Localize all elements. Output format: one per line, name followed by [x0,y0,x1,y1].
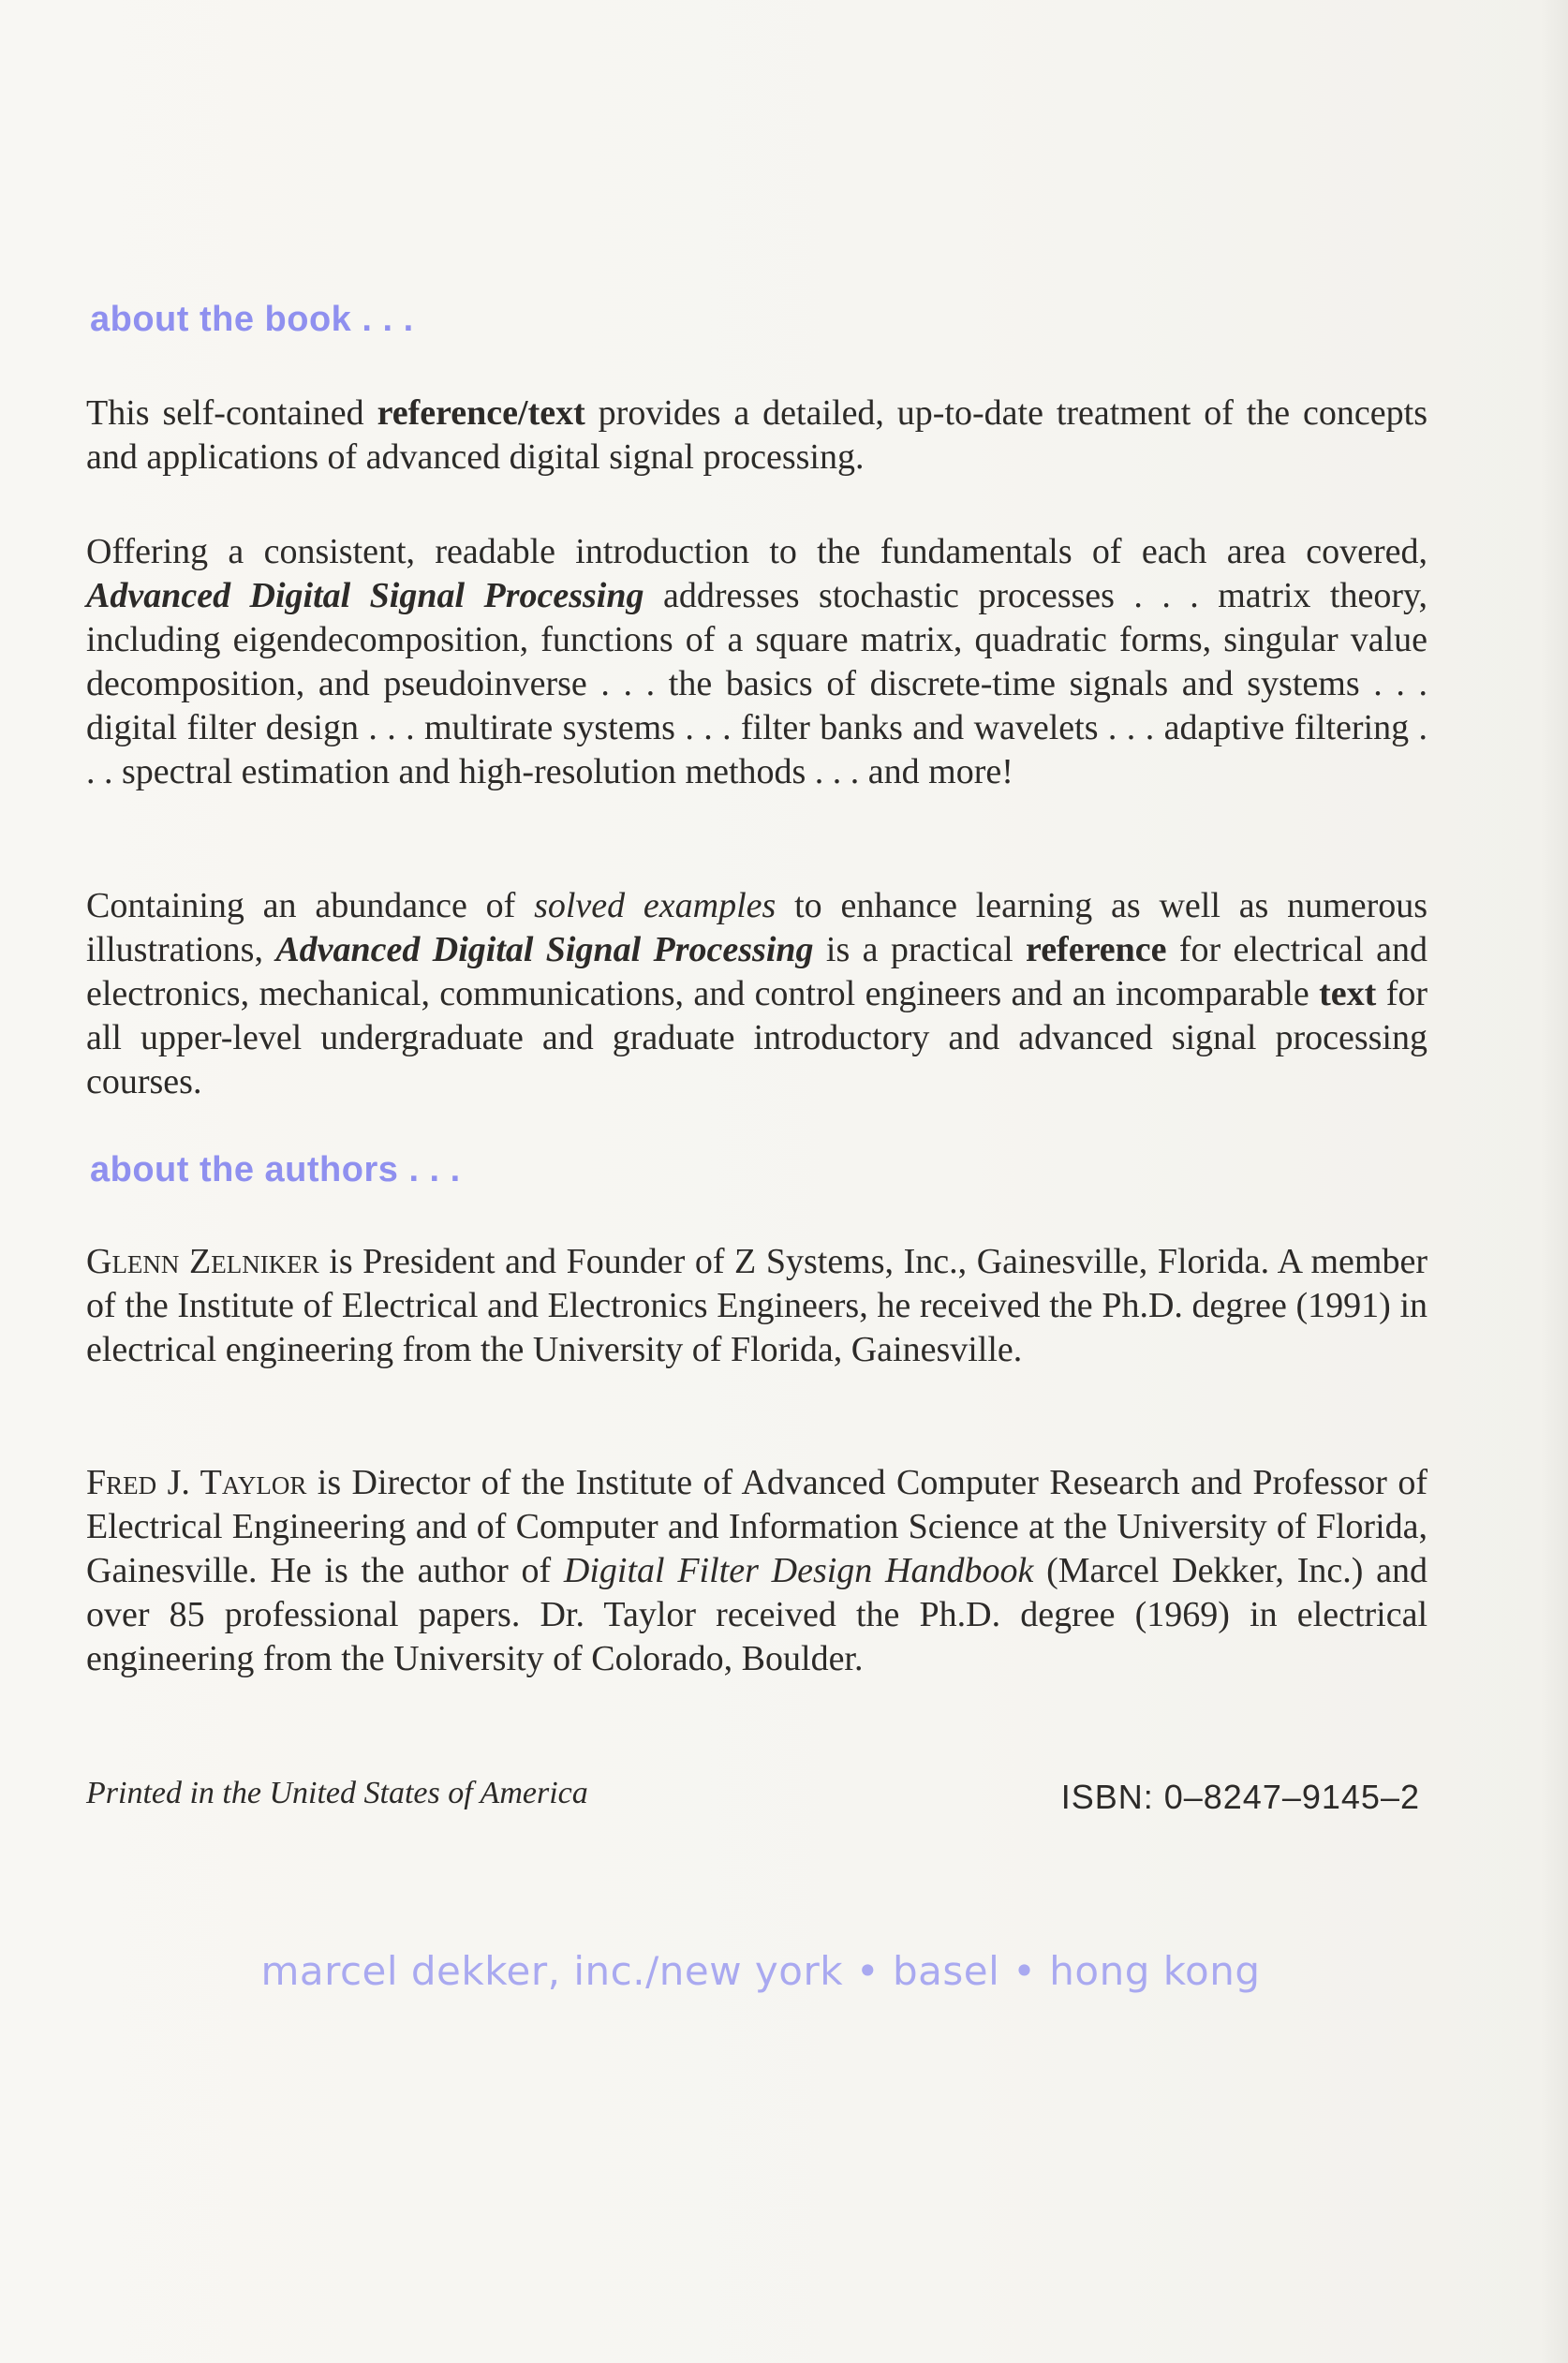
text-run: provides a detailed, up-to-date treatment of the concepts and applications of advanced digital signal processing. [86,393,1427,477]
author-bio-2 [86,1461,1427,1681]
italic-book-title: Digital Filter Design Handbook [563,1551,1034,1590]
text-run: Containing an abundance of [86,886,535,925]
bold-term: reference/text [377,393,585,433]
text-run: to enhance learning as well as numerous illustrations, [86,886,1428,969]
book-paragraph-1 [86,391,1427,480]
book-title: Advanced Digital Signal Processing [275,930,814,969]
book-paragraph-2 [86,530,1427,794]
book-paragraph-3 [86,884,1427,1104]
publisher-line: marcel dekker, inc./new york • basel • hong kong [260,1948,1261,1994]
text-run: is Director of the Institute of Advanced Computer Research and Professor of Electrical Engineering and of Computer and Information Science at the University of Florida, Gainesville. He is the author of [86,1463,1427,1590]
about-authors-heading: about the authors . . . [90,1150,461,1189]
text-run: is a practical [813,930,1027,969]
text-run: for all upper-level undergraduate and graduate introductory and advanced signal processing courses. [86,974,1427,1101]
book-title: Advanced Digital Signal Processing [86,576,644,615]
isbn: ISBN: 0–8247–9145–2 [1060,1778,1420,1816]
printed-in-note: Printed in the United States of America [86,1776,588,1810]
text-run: for electrical and electronics, mechanical, communications, and control engineers and an incomparable [86,930,1427,1013]
italic-term: solved examples [534,886,777,925]
bold-term: text [1319,974,1377,1013]
author-bio-1 [86,1240,1427,1372]
text-run: addresses stochastic processes . . . matrix theory, including eigendecomposition, functions of a square matrix, quadratic forms, singular value decomposition, and pseudoinverse . . . the basics of discrete-time signals and systems . . . digital filter design . . . multirate systems . . . filter banks and wavelets . . . adaptive filtering . . . spectral estimation and high-resolution methods . . . and more! [86,576,1427,791]
bold-term: reference [1026,930,1167,969]
text-run: is President and Founder of Z Systems, Inc., Gainesville, Florida. A member of the Institute of Electrical and Electronics Engineers, he received the Ph.D. degree (1991) in electrical engineering from the University of Florida, Gainesville. [86,1242,1427,1369]
about-book-heading: about the book . . . [90,300,414,339]
page-edge-shadow [1540,0,1568,2363]
author-name: Fred J. Taylor [86,1463,307,1502]
author-name: Glenn Zelniker [86,1242,319,1281]
text-run: (Marcel Dekker, Inc.) and over 85 professional papers. Dr. Taylor received the Ph.D. degree (1969) in electrical engineering from the University of Colorado, Boulder. [86,1551,1427,1678]
text-run: Offering a consistent, readable introduction to the fundamentals of each area covered, [86,532,1427,571]
text-run: This self-contained [86,393,377,433]
